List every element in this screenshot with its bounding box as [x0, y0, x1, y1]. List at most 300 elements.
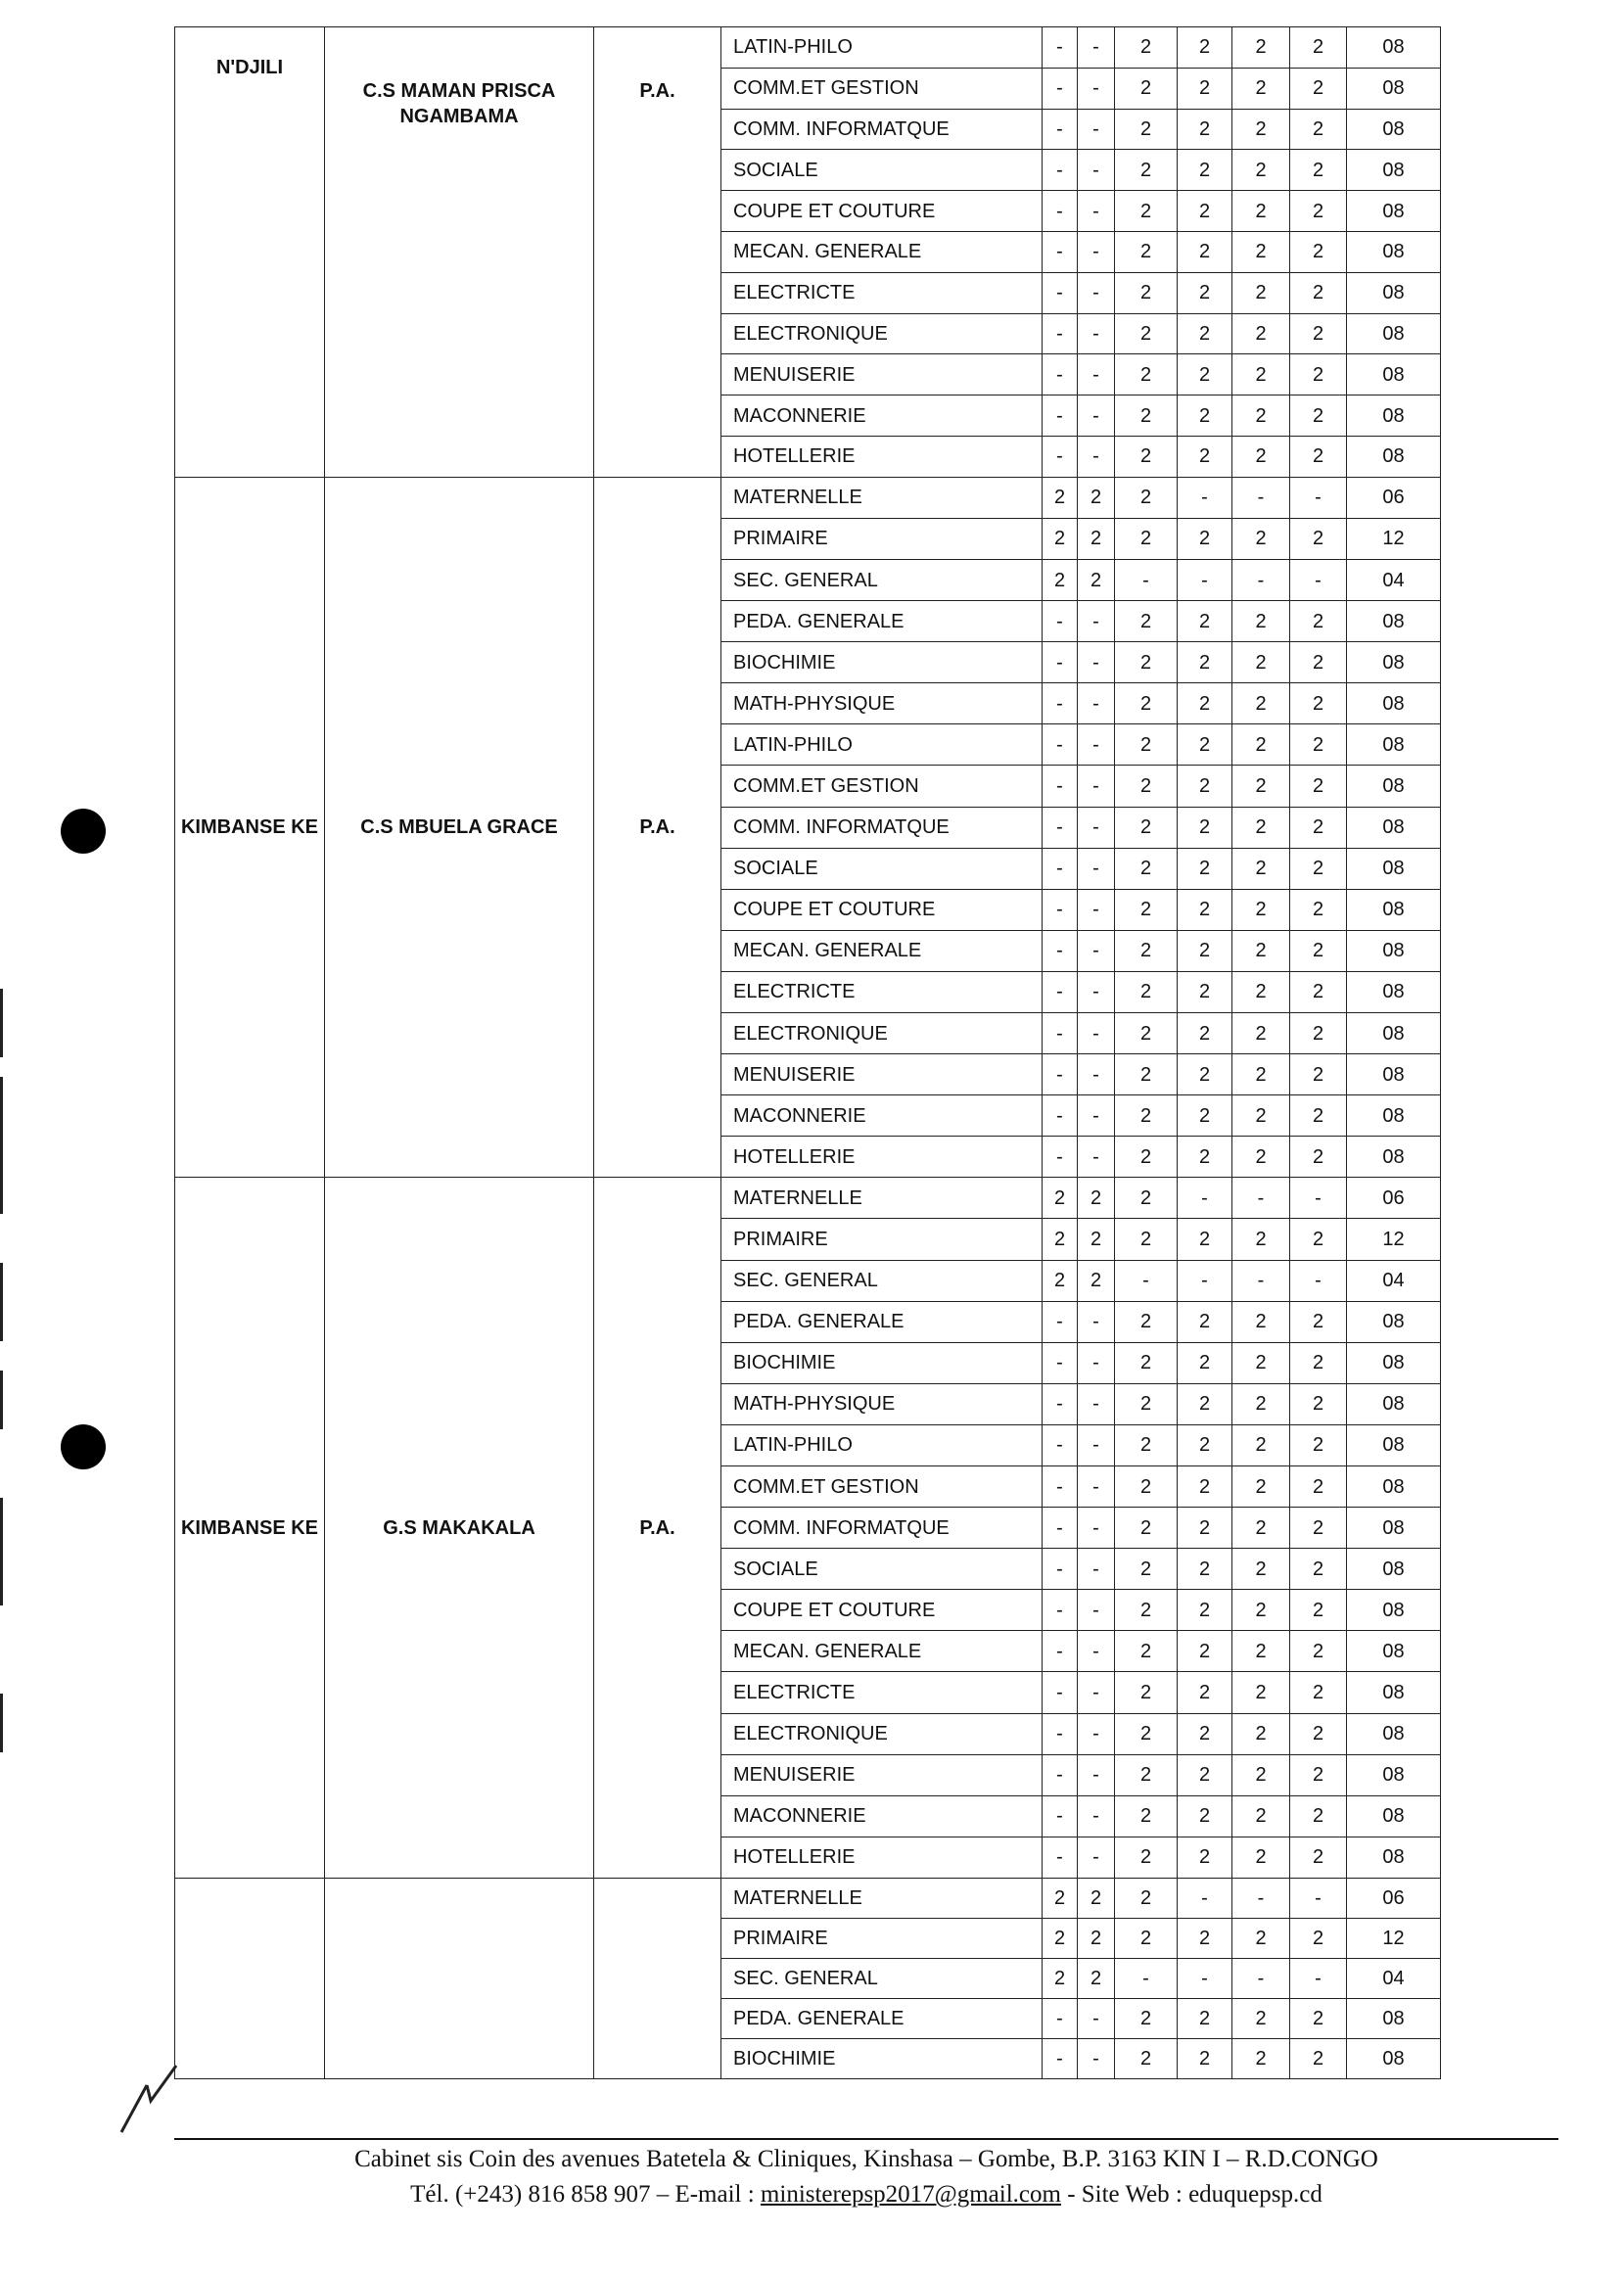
option-cell: COMM.ET GESTION [721, 68, 1043, 109]
option-cell: ELECTRICTE [721, 272, 1043, 313]
option-cell: SOCIALE [721, 848, 1043, 889]
level-5-cell: 2 [1232, 313, 1290, 354]
level-4-cell: 2 [1178, 68, 1232, 109]
level-2-cell: - [1078, 1424, 1115, 1465]
level-3-cell: 2 [1115, 601, 1178, 642]
option-cell: HOTELLERIE [721, 1137, 1043, 1178]
level-1-cell: - [1043, 601, 1078, 642]
total-cell: 12 [1347, 1219, 1441, 1260]
level-3-cell: 2 [1115, 1095, 1178, 1137]
level-5-cell: 2 [1232, 1918, 1290, 1958]
level-6-cell: 2 [1290, 1219, 1347, 1260]
level-4-cell: 2 [1178, 930, 1232, 971]
level-4-cell: 2 [1178, 150, 1232, 191]
level-4-cell: 2 [1178, 1631, 1232, 1672]
total-cell: 08 [1347, 354, 1441, 395]
level-3-cell: - [1115, 1958, 1178, 1998]
level-2-cell: - [1078, 1383, 1115, 1424]
level-2-cell: - [1078, 1137, 1115, 1178]
level-1-cell: - [1043, 724, 1078, 766]
level-3-cell: 2 [1115, 1012, 1178, 1053]
option-cell: COMM.ET GESTION [721, 766, 1043, 807]
level-1-cell: - [1043, 848, 1078, 889]
level-2-cell: - [1078, 930, 1115, 971]
level-6-cell: - [1290, 1958, 1347, 1998]
punch-hole-top [61, 809, 106, 854]
level-2-cell: - [1078, 1054, 1115, 1095]
level-5-cell: 2 [1232, 1054, 1290, 1095]
level-3-cell: 2 [1115, 27, 1178, 69]
total-cell: 08 [1347, 313, 1441, 354]
level-2-cell: - [1078, 272, 1115, 313]
level-4-cell: 2 [1178, 642, 1232, 683]
level-5-cell: 2 [1232, 1012, 1290, 1053]
level-4-cell: 2 [1178, 1713, 1232, 1754]
level-2-cell: - [1078, 2038, 1115, 2078]
level-4-cell: 2 [1178, 601, 1232, 642]
option-cell: MENUISERIE [721, 354, 1043, 395]
option-cell: ELECTRONIQUE [721, 1713, 1043, 1754]
level-3-cell: 2 [1115, 2038, 1178, 2078]
table-body [175, 27, 1441, 2079]
level-1-cell: - [1043, 1012, 1078, 1053]
level-3-cell: 2 [1115, 1754, 1178, 1795]
level-2-cell: - [1078, 724, 1115, 766]
level-2-cell: - [1078, 1713, 1115, 1754]
level-3-cell: 2 [1115, 642, 1178, 683]
level-2-cell: - [1078, 807, 1115, 848]
level-4-cell: 2 [1178, 1301, 1232, 1342]
level-4-cell: 2 [1178, 395, 1232, 437]
total-cell: 08 [1347, 601, 1441, 642]
level-4-cell: 2 [1178, 971, 1232, 1012]
level-2-cell: 2 [1078, 1878, 1115, 1918]
option-cell: SEC. GENERAL [721, 1958, 1043, 1998]
level-3-cell: 2 [1115, 272, 1178, 313]
level-1-cell: - [1043, 395, 1078, 437]
level-6-cell: 2 [1290, 848, 1347, 889]
level-6-cell: 2 [1290, 642, 1347, 683]
level-5-cell: 2 [1232, 1383, 1290, 1424]
level-5-cell: - [1232, 477, 1290, 518]
level-5-cell: 2 [1232, 231, 1290, 272]
option-cell: MATERNELLE [721, 477, 1043, 518]
total-cell: 08 [1347, 1549, 1441, 1590]
level-1-cell: - [1043, 2038, 1078, 2078]
level-6-cell: 2 [1290, 1672, 1347, 1713]
level-1-cell: - [1043, 1795, 1078, 1837]
total-cell: 08 [1347, 1383, 1441, 1424]
level-2-cell: 2 [1078, 559, 1115, 600]
total-cell: 08 [1347, 1837, 1441, 1878]
total-cell: 08 [1347, 395, 1441, 437]
level-1-cell: - [1043, 1672, 1078, 1713]
level-4-cell: 2 [1178, 1795, 1232, 1837]
level-5-cell: 2 [1232, 1795, 1290, 1837]
option-cell: HOTELLERIE [721, 1837, 1043, 1878]
level-6-cell: - [1290, 1878, 1347, 1918]
margin-mark [0, 1498, 3, 1605]
level-1-cell: 2 [1043, 1878, 1078, 1918]
total-cell: 08 [1347, 1137, 1441, 1178]
level-5-cell: 2 [1232, 68, 1290, 109]
level-6-cell: 2 [1290, 1549, 1347, 1590]
total-cell: 08 [1347, 971, 1441, 1012]
level-1-cell: 2 [1043, 1260, 1078, 1301]
total-cell: 08 [1347, 766, 1441, 807]
level-4-cell: - [1178, 1260, 1232, 1301]
total-cell: 08 [1347, 150, 1441, 191]
level-1-cell: 2 [1043, 1219, 1078, 1260]
level-5-cell: 2 [1232, 724, 1290, 766]
level-5-cell: - [1232, 1260, 1290, 1301]
level-6-cell: 2 [1290, 971, 1347, 1012]
margin-mark [0, 1371, 3, 1429]
corner-pen-mark [117, 2064, 186, 2134]
level-1-cell: - [1043, 1137, 1078, 1178]
level-6-cell: - [1290, 559, 1347, 600]
total-cell: 06 [1347, 1178, 1441, 1219]
total-cell: 08 [1347, 642, 1441, 683]
level-6-cell: 2 [1290, 2038, 1347, 2078]
level-3-cell: 2 [1115, 1590, 1178, 1631]
total-cell: 08 [1347, 1795, 1441, 1837]
level-1-cell: - [1043, 930, 1078, 971]
level-4-cell: 2 [1178, 272, 1232, 313]
total-cell: 08 [1347, 1342, 1441, 1383]
level-3-cell: 2 [1115, 971, 1178, 1012]
level-2-cell: - [1078, 889, 1115, 930]
total-cell: 08 [1347, 724, 1441, 766]
level-3-cell: 2 [1115, 766, 1178, 807]
level-4-cell: 2 [1178, 1383, 1232, 1424]
level-6-cell: 2 [1290, 1012, 1347, 1053]
level-6-cell: - [1290, 477, 1347, 518]
level-2-cell: 2 [1078, 1918, 1115, 1958]
level-3-cell: 2 [1115, 1672, 1178, 1713]
option-cell: SOCIALE [721, 1549, 1043, 1590]
total-cell: 08 [1347, 27, 1441, 69]
footer-phone: Tél. (+243) 816 858 907 – E-mail : [410, 2181, 761, 2208]
level-6-cell: 2 [1290, 1918, 1347, 1958]
total-cell: 08 [1347, 1301, 1441, 1342]
option-cell: MATH-PHYSIQUE [721, 1383, 1043, 1424]
level-4-cell: - [1178, 477, 1232, 518]
level-1-cell: - [1043, 1590, 1078, 1631]
level-4-cell: 2 [1178, 1219, 1232, 1260]
level-6-cell: 2 [1290, 807, 1347, 848]
level-2-cell: - [1078, 683, 1115, 724]
total-cell: 06 [1347, 477, 1441, 518]
level-4-cell: 2 [1178, 889, 1232, 930]
level-4-cell: 2 [1178, 766, 1232, 807]
table-row [175, 1878, 1441, 1918]
level-6-cell: 2 [1290, 231, 1347, 272]
level-4-cell: 2 [1178, 1918, 1232, 1958]
option-cell: BIOCHIMIE [721, 642, 1043, 683]
level-1-cell: - [1043, 1998, 1078, 2038]
footer-divider [174, 2138, 1558, 2140]
level-5-cell: 2 [1232, 1672, 1290, 1713]
level-5-cell: 2 [1232, 436, 1290, 477]
option-cell: MATERNELLE [721, 1878, 1043, 1918]
level-4-cell: 2 [1178, 1137, 1232, 1178]
total-cell: 08 [1347, 1754, 1441, 1795]
level-2-cell: - [1078, 436, 1115, 477]
level-4-cell: 2 [1178, 1466, 1232, 1508]
level-1-cell: - [1043, 68, 1078, 109]
level-5-cell: 2 [1232, 150, 1290, 191]
total-cell: 08 [1347, 1095, 1441, 1137]
level-3-cell: 2 [1115, 1466, 1178, 1508]
level-4-cell: 2 [1178, 436, 1232, 477]
level-3-cell: 2 [1115, 1508, 1178, 1549]
level-2-cell: - [1078, 395, 1115, 437]
total-cell: 08 [1347, 1713, 1441, 1754]
level-4-cell: 2 [1178, 807, 1232, 848]
level-1-cell: - [1043, 1095, 1078, 1137]
level-1-cell: - [1043, 1713, 1078, 1754]
total-cell: 08 [1347, 231, 1441, 272]
level-2-cell: - [1078, 1631, 1115, 1672]
level-1-cell: 2 [1043, 477, 1078, 518]
level-3-cell: 2 [1115, 1549, 1178, 1590]
level-5-cell: 2 [1232, 683, 1290, 724]
level-6-cell: 2 [1290, 1754, 1347, 1795]
level-4-cell: 2 [1178, 2038, 1232, 2078]
level-3-cell: 2 [1115, 1301, 1178, 1342]
level-5-cell: 2 [1232, 1998, 1290, 2038]
level-5-cell: 2 [1232, 1549, 1290, 1590]
level-5-cell: 2 [1232, 518, 1290, 559]
option-cell: BIOCHIMIE [721, 2038, 1043, 2078]
level-6-cell: 2 [1290, 1713, 1347, 1754]
level-6-cell: 2 [1290, 109, 1347, 150]
level-6-cell: 2 [1290, 1054, 1347, 1095]
level-3-cell: 2 [1115, 1713, 1178, 1754]
level-3-cell: 2 [1115, 231, 1178, 272]
option-cell: MATH-PHYSIQUE [721, 683, 1043, 724]
option-cell: PEDA. GENERALE [721, 1301, 1043, 1342]
level-6-cell: 2 [1290, 518, 1347, 559]
level-1-cell: - [1043, 971, 1078, 1012]
level-5-cell: 2 [1232, 272, 1290, 313]
total-cell: 08 [1347, 1631, 1441, 1672]
level-3-cell: 2 [1115, 109, 1178, 150]
level-6-cell: 2 [1290, 395, 1347, 437]
option-cell: HOTELLERIE [721, 436, 1043, 477]
level-4-cell: 2 [1178, 1424, 1232, 1465]
total-cell: 08 [1347, 1998, 1441, 2038]
margin-mark [0, 1694, 3, 1752]
option-cell: PRIMAIRE [721, 1219, 1043, 1260]
total-cell: 08 [1347, 848, 1441, 889]
level-6-cell: - [1290, 1260, 1347, 1301]
level-6-cell: 2 [1290, 1590, 1347, 1631]
level-1-cell: 2 [1043, 1958, 1078, 1998]
level-3-cell: 2 [1115, 191, 1178, 232]
level-2-cell: - [1078, 1590, 1115, 1631]
level-2-cell: - [1078, 601, 1115, 642]
level-4-cell: 2 [1178, 848, 1232, 889]
total-cell: 08 [1347, 2038, 1441, 2078]
level-2-cell: - [1078, 1508, 1115, 1549]
level-5-cell: 2 [1232, 848, 1290, 889]
level-3-cell: 2 [1115, 395, 1178, 437]
level-2-cell: - [1078, 231, 1115, 272]
level-1-cell: - [1043, 272, 1078, 313]
level-3-cell: 2 [1115, 68, 1178, 109]
level-1-cell: 2 [1043, 1918, 1078, 1958]
level-1-cell: - [1043, 313, 1078, 354]
total-cell: 08 [1347, 436, 1441, 477]
level-3-cell: 2 [1115, 1383, 1178, 1424]
level-1-cell: - [1043, 1508, 1078, 1549]
school-cell [325, 1878, 594, 2078]
level-5-cell: 2 [1232, 2038, 1290, 2078]
total-cell: 08 [1347, 1508, 1441, 1549]
level-2-cell: - [1078, 1998, 1115, 2038]
option-cell: PRIMAIRE [721, 1918, 1043, 1958]
level-5-cell: 2 [1232, 1713, 1290, 1754]
level-3-cell: 2 [1115, 1998, 1178, 2038]
level-3-cell: 2 [1115, 889, 1178, 930]
level-3-cell: 2 [1115, 313, 1178, 354]
level-1-cell: - [1043, 1549, 1078, 1590]
level-2-cell: 2 [1078, 1958, 1115, 1998]
level-2-cell: 2 [1078, 1260, 1115, 1301]
option-cell: SEC. GENERAL [721, 1260, 1043, 1301]
level-3-cell: 2 [1115, 1424, 1178, 1465]
option-cell: MACONNERIE [721, 395, 1043, 437]
level-6-cell: 2 [1290, 889, 1347, 930]
school-cell: G.S MAKAKALA [325, 1178, 594, 1879]
level-4-cell: 2 [1178, 1508, 1232, 1549]
option-cell: ELECTRICTE [721, 1672, 1043, 1713]
total-cell: 12 [1347, 1918, 1441, 1958]
level-2-cell: - [1078, 150, 1115, 191]
level-3-cell: 2 [1115, 930, 1178, 971]
level-5-cell: 2 [1232, 766, 1290, 807]
level-5-cell: 2 [1232, 1095, 1290, 1137]
total-cell: 08 [1347, 1054, 1441, 1095]
level-1-cell: - [1043, 1754, 1078, 1795]
option-cell: MENUISERIE [721, 1054, 1043, 1095]
level-4-cell: 2 [1178, 724, 1232, 766]
option-cell: LATIN-PHILO [721, 27, 1043, 69]
option-cell: MECAN. GENERALE [721, 231, 1043, 272]
option-cell: MACONNERIE [721, 1795, 1043, 1837]
status-cell: P.A. [594, 27, 721, 478]
level-4-cell: 2 [1178, 1754, 1232, 1795]
level-2-cell: - [1078, 971, 1115, 1012]
level-5-cell: 2 [1232, 1424, 1290, 1465]
option-cell: SEC. GENERAL [721, 559, 1043, 600]
level-1-cell: - [1043, 807, 1078, 848]
level-6-cell: 2 [1290, 150, 1347, 191]
option-cell: COMM. INFORMATQUE [721, 807, 1043, 848]
level-1-cell: 2 [1043, 1178, 1078, 1219]
level-3-cell: 2 [1115, 1631, 1178, 1672]
level-3-cell: 2 [1115, 724, 1178, 766]
level-1-cell: - [1043, 191, 1078, 232]
level-3-cell: 2 [1115, 1219, 1178, 1260]
level-5-cell: - [1232, 559, 1290, 600]
footer-website: - Site Web : eduquepsp.cd [1060, 2181, 1322, 2208]
level-1-cell: - [1043, 109, 1078, 150]
total-cell: 04 [1347, 559, 1441, 600]
level-2-cell: 2 [1078, 1219, 1115, 1260]
level-3-cell: - [1115, 1260, 1178, 1301]
total-cell: 04 [1347, 1958, 1441, 1998]
option-cell: ELECTRONIQUE [721, 1012, 1043, 1053]
level-4-cell: 2 [1178, 1095, 1232, 1137]
level-4-cell: 2 [1178, 231, 1232, 272]
level-5-cell: 2 [1232, 1631, 1290, 1672]
level-2-cell: - [1078, 1342, 1115, 1383]
level-6-cell: - [1290, 1178, 1347, 1219]
option-cell: LATIN-PHILO [721, 1424, 1043, 1465]
level-2-cell: - [1078, 191, 1115, 232]
level-6-cell: 2 [1290, 1301, 1347, 1342]
level-4-cell: 2 [1178, 1342, 1232, 1383]
level-5-cell: 2 [1232, 395, 1290, 437]
total-cell: 06 [1347, 1878, 1441, 1918]
total-cell: 08 [1347, 807, 1441, 848]
option-cell: ELECTRICTE [721, 971, 1043, 1012]
level-1-cell: - [1043, 1383, 1078, 1424]
level-3-cell: 2 [1115, 1137, 1178, 1178]
total-cell: 08 [1347, 1672, 1441, 1713]
total-cell: 08 [1347, 930, 1441, 971]
margin-mark [0, 1263, 3, 1341]
level-3-cell: 2 [1115, 1342, 1178, 1383]
footer-address: Cabinet sis Coin des avenues Batetela & Cliniques, Kinshasa – Gombe, B.P. 3163 KIN I – R.D.CONGO [354, 2146, 1378, 2172]
level-1-cell: - [1043, 766, 1078, 807]
level-2-cell: 2 [1078, 1178, 1115, 1219]
level-6-cell: 2 [1290, 1837, 1347, 1878]
level-5-cell: 2 [1232, 601, 1290, 642]
level-6-cell: 2 [1290, 27, 1347, 69]
footer-email-link[interactable]: ministerepsp2017@gmail.com [760, 2181, 1061, 2208]
level-5-cell: 2 [1232, 27, 1290, 69]
option-cell: MENUISERIE [721, 1754, 1043, 1795]
level-5-cell: 2 [1232, 889, 1290, 930]
level-1-cell: - [1043, 27, 1078, 69]
level-1-cell: - [1043, 1424, 1078, 1465]
level-4-cell: 2 [1178, 1054, 1232, 1095]
option-cell: PEDA. GENERALE [721, 1998, 1043, 2038]
level-6-cell: 2 [1290, 1631, 1347, 1672]
level-4-cell: - [1178, 1958, 1232, 1998]
footer-contact [174, 2181, 1558, 2209]
level-3-cell: 2 [1115, 477, 1178, 518]
level-6-cell: 2 [1290, 272, 1347, 313]
level-5-cell: - [1232, 1178, 1290, 1219]
level-1-cell: - [1043, 354, 1078, 395]
level-6-cell: 2 [1290, 1466, 1347, 1508]
commune-cell [175, 1878, 325, 2078]
option-cell: ELECTRONIQUE [721, 313, 1043, 354]
level-5-cell: 2 [1232, 930, 1290, 971]
level-1-cell: - [1043, 642, 1078, 683]
status-cell: P.A. [594, 1178, 721, 1879]
level-1-cell: - [1043, 1301, 1078, 1342]
commune-cell: N'DJILI [175, 27, 325, 478]
level-6-cell: 2 [1290, 68, 1347, 109]
level-5-cell: 2 [1232, 1837, 1290, 1878]
option-cell: COMM. INFORMATQUE [721, 109, 1043, 150]
